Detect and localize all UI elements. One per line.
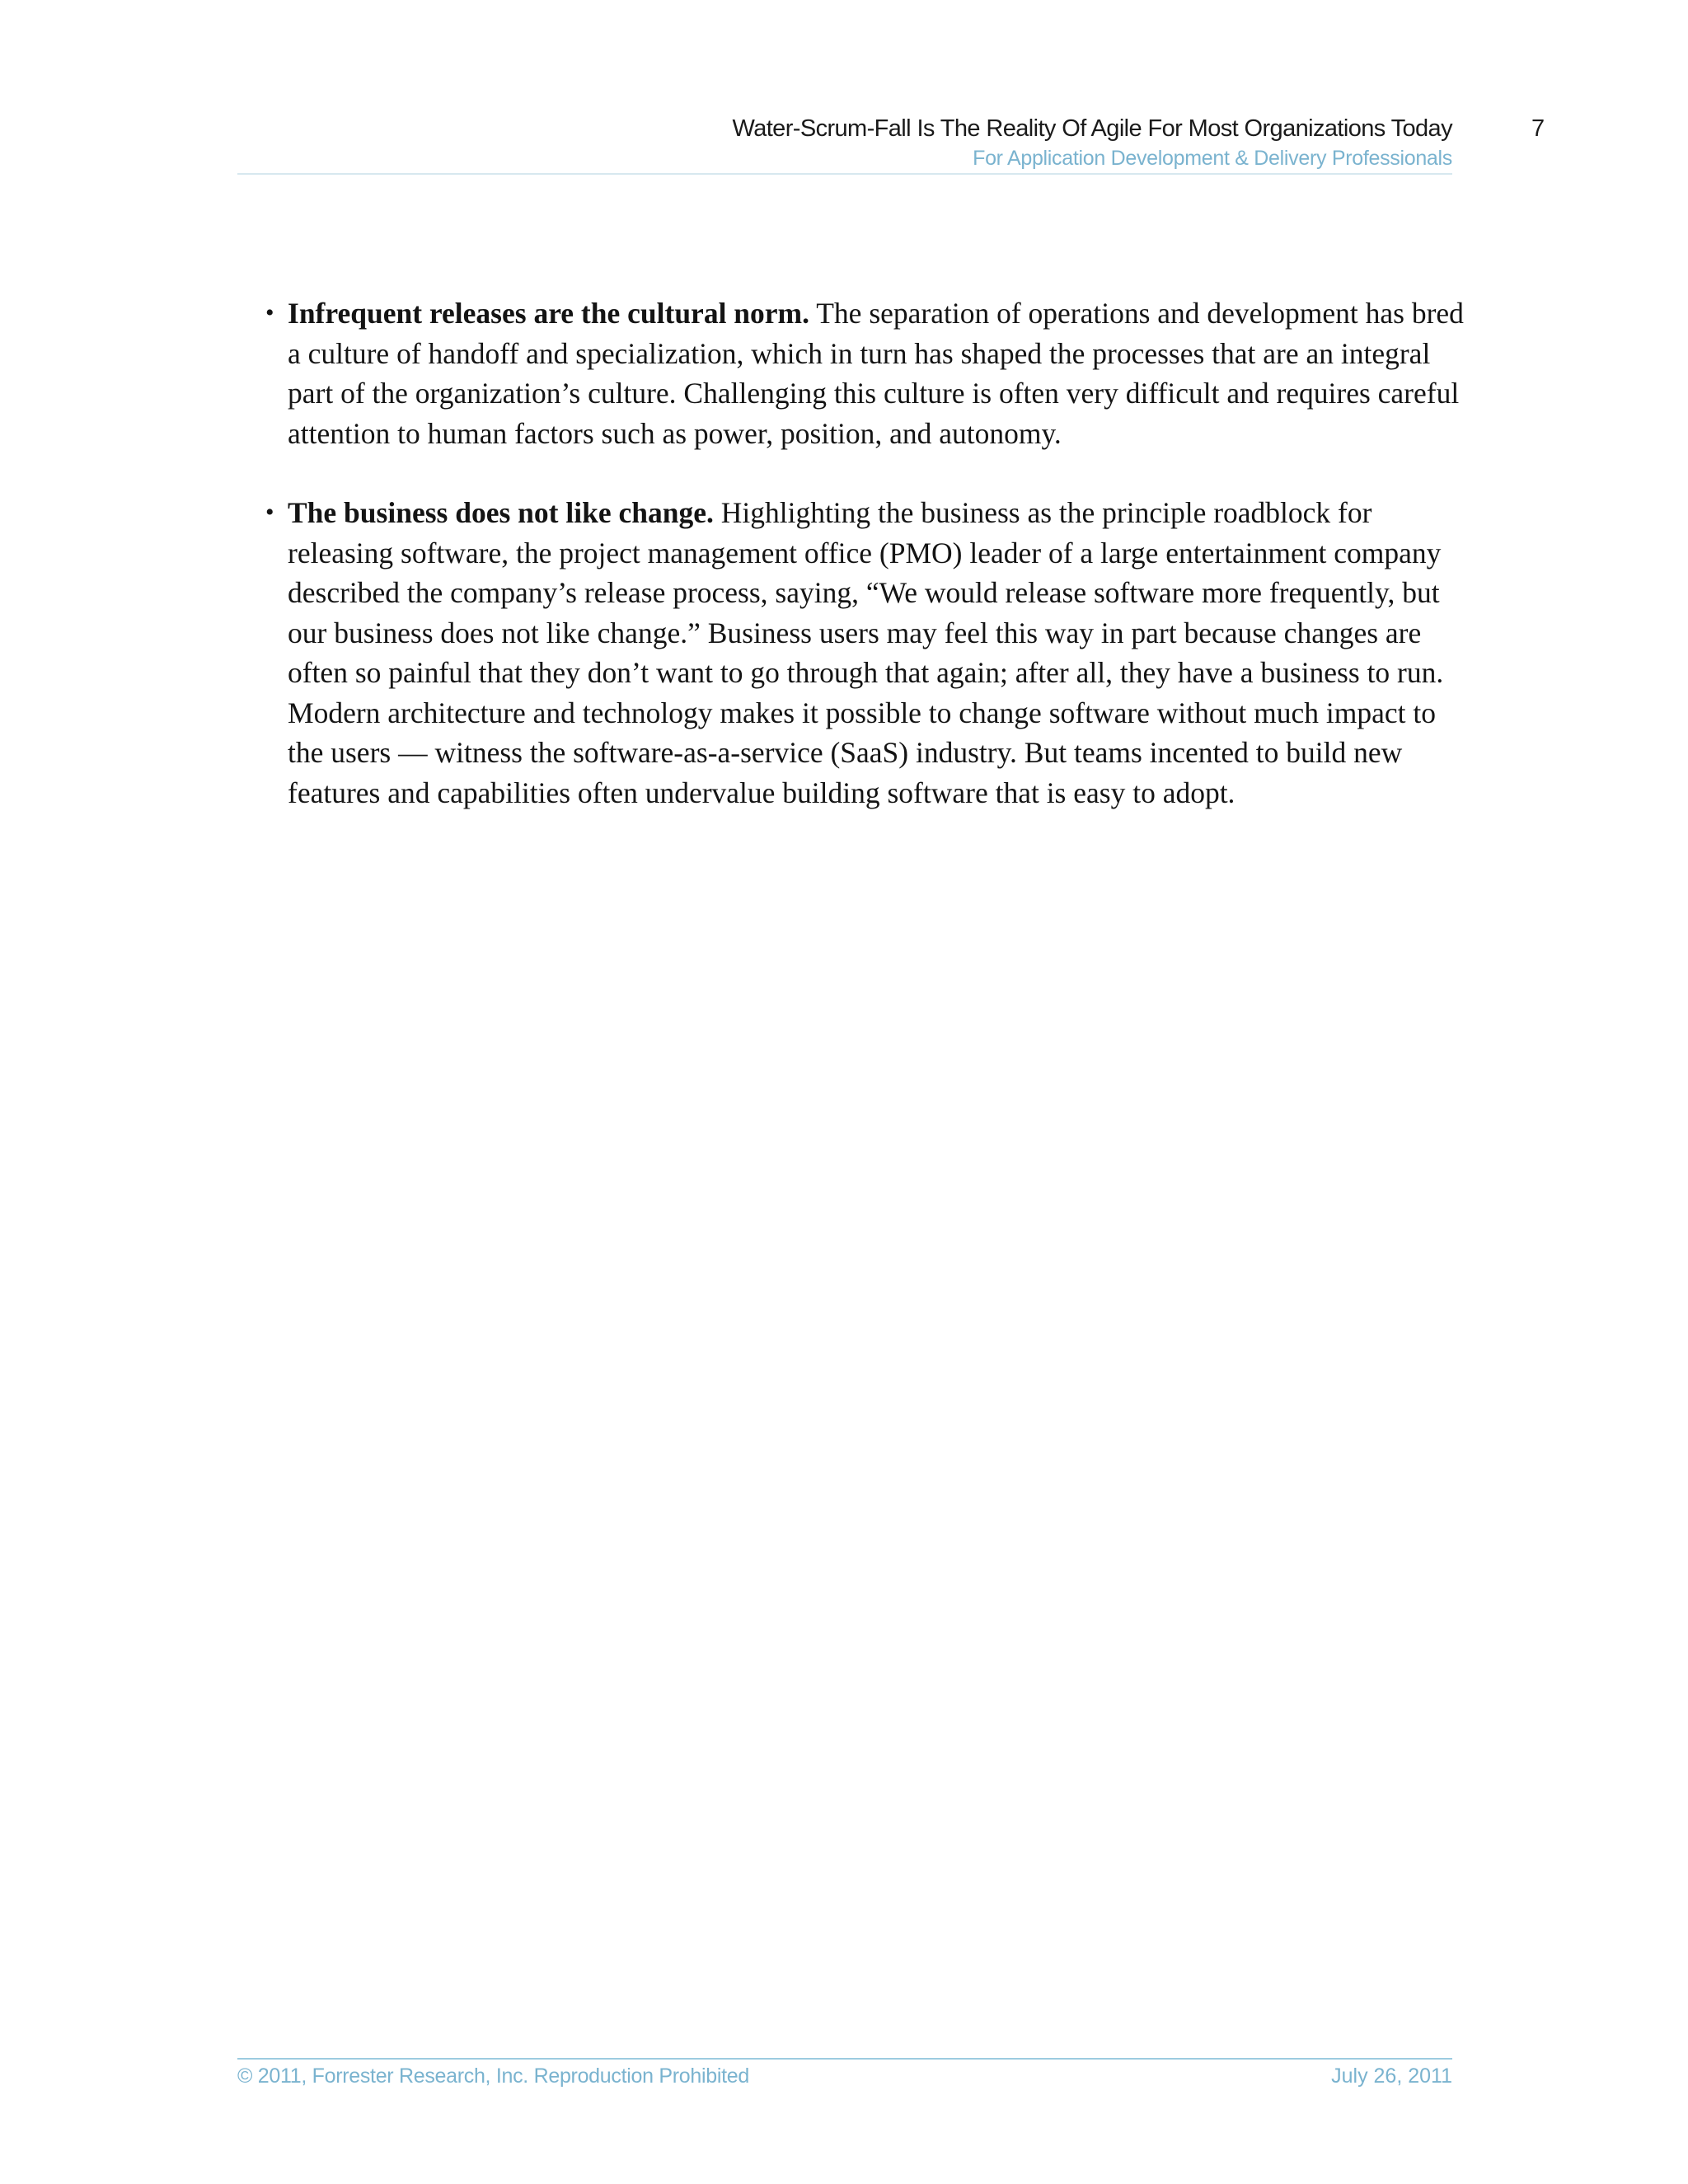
bullet-text: The separation of operations and development has bred a culture of handoff and specialization, which in turn has shaped the processes that are an integral part of the organization’s culture. Challenging this culture is often very difficult and requires careful attention to human factors such as power, position, and autonomy. — [288, 297, 1464, 450]
copyright-notice: © 2011, Forrester Research, Inc. Reproduction Prohibited — [237, 2064, 749, 2088]
bullet-lead: Infrequent releases are the cultural norm. — [288, 297, 810, 330]
page-header — [237, 115, 1452, 175]
bullet-text: Highlighting the business as the principle roadblock for releasing software, the project management office (PMO) leader of a large entertainment company described the company’s release process, saying, “We would release software more frequently, but our business does not like change.” Business users may feel this way in part because changes are often so painful that they don’t want to go through that again; after all, they have a business to run. Modern architecture and technology makes it possible to change software without much impact to the users — witness the software-as-a-service (SaaS) industry. But teams incented to build new features and capabilities often undervalue building software that is easy to adopt. — [288, 496, 1444, 809]
report-title: Water-Scrum-Fall Is The Reality Of Agile For Most Organizations Today — [732, 115, 1452, 142]
bullet-lead: The business does not like change. — [288, 496, 714, 529]
bullet-marker: • — [265, 299, 274, 326]
list-item — [265, 493, 1469, 813]
publication-date: July 26, 2011 — [1331, 2064, 1452, 2088]
bullet-marker: • — [265, 499, 274, 526]
page-footer — [237, 2058, 1452, 2088]
page-number: 7 — [1531, 115, 1545, 142]
page-body — [265, 293, 1469, 852]
report-audience: For Application Development & Delivery Professionals — [973, 147, 1452, 170]
list-item — [265, 293, 1469, 453]
bullet-list — [265, 293, 1469, 813]
